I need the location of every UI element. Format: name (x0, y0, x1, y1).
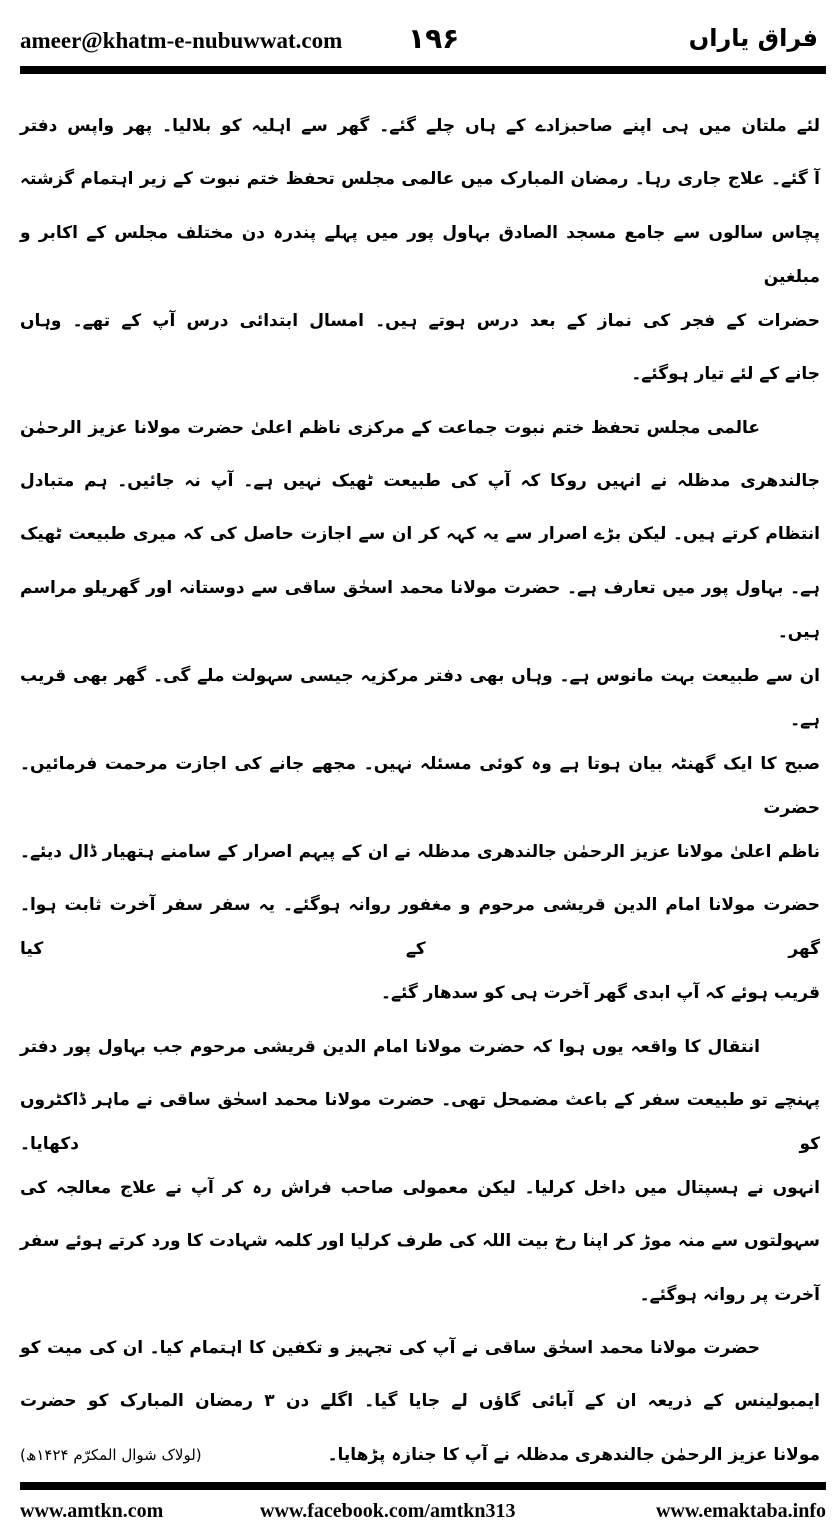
text-line: صبح کا ایک گھنٹہ بیان ہوتا ہے وہ کوئی مسئلہ نہیں۔ مجھے جانے کی اجازت مرحمت فرمائیں۔ حضرت (20, 753, 820, 818)
text-line: حضرت مولانا امام الدین قریشی مرحوم و مغفور روانہ ہوگئے۔ یہ سفر سفر آخرت ثابت ہوا۔ گھر کے کیا (20, 895, 820, 960)
final-line (20, 1433, 820, 1486)
paragraph-start-line: عالمی مجلس تحفظ ختم نبوت جماعت کے مرکزی ناظم اعلیٰ حضرت مولانا عزیز الرحمٰن (20, 417, 760, 438)
text-line: لئے ملتان میں ہی اپنے صاحبزادے کے ہاں چلے گئے۔ گھر سے اہلیہ کو بلالیا۔ پھر واپس دفتر (20, 116, 820, 136)
footer-link-amtkn[interactable]: www.amtkn.com (20, 1500, 164, 1522)
page-body (20, 104, 820, 1486)
text-line: جالندھری مدظلہ نے انہیں روکا کہ آپ کی طبیعت ٹھیک نہیں ہے۔ آپ نہ جائیں۔ ہم متبادل (20, 470, 820, 491)
text-line: ایمبولینس کے ذریعہ ان کے آبائی گاؤں لے جایا گیا۔ اگلے دن ۳ رمضان المبارک کو حضرت (20, 1391, 820, 1412)
text-line: مولانا عزیز الرحمٰن جالندھری مدظلہ نے آپ کا جنازہ پڑھایا۔ (327, 1444, 820, 1465)
paragraph-start-line: حضرت مولانا محمد اسحٰق ساقی نے آپ کی تجہیز و تکفین کا اہتمام کیا۔ ان کی میت کو (20, 1338, 760, 1359)
book-title: فراق یاراں (688, 24, 818, 52)
source-citation: (لولاک شوال المکرّم ۱۴۲۴ھ) (20, 1445, 202, 1464)
text-line: جانے کے لئے تیار ہوگئے۔ (631, 364, 820, 385)
text-line: انہوں نے ہسپتال میں داخل کرلیا۔ لیکن معمولی صاحب فراش رہ کر آپ نے علاج معالجہ کی (20, 1177, 820, 1198)
text-line: پچاس سالوں سے جامع مسجد الصادق بہاول پور میں پہلے پندرہ دن مختلف مجلس کے اکابر و مبلغین (20, 222, 820, 287)
text-line: حضرات کے فجر کی نماز کے بعد درس ہوتے ہیں۔ امسال ابتدائی درس آپ کے تھے۔ وہاں (20, 310, 820, 331)
text-line: انتظام کرتے ہیں۔ لیکن بڑے اصرار سے یہ کہہ کر ان سے اجازت حاصل کی کہ میری طبیعت ٹھیک (20, 524, 820, 545)
text-line: ہے۔ بہاول پور میں تعارف ہے۔ حضرت مولانا محمد اسحٰق ساقی سے دوستانہ اور گھریلو مراسم ہیں۔ (20, 577, 820, 642)
footer-link-facebook[interactable]: www.facebook.com/amtkn313 (260, 1500, 516, 1522)
page-number: ۱۹۶ (408, 22, 460, 55)
footer-rule (20, 1482, 826, 1490)
text-line: آ گئے۔ علاج جاری رہا۔ رمضان المبارک میں عالمی مجلس تحفظ ختم نبوت کے زیر اہتمام گزشتہ (20, 169, 820, 190)
paragraph-start-line: انتقال کا واقعہ یوں ہوا کہ حضرت مولانا امام الدین قریشی مرحوم جب بہاول پور دفتر (20, 1036, 760, 1057)
text-line: ان سے طبیعت بہت مانوس ہے۔ وہاں بھی دفتر مرکزیہ جیسی سہولت ملے گی۔ گھر بھی قریب ہے۔ (20, 665, 820, 730)
text-line: سہولتوں سے منہ موڑ کر اپنا رخ بیت اللہ کی طرف کرلیا اور کلمہ شہادت کا ورد کرتے ہوئے سفر (20, 1231, 820, 1252)
text-line: پہنچے تو طبیعت سفر کے باعث مضمحل تھی۔ حضرت مولانا محمد اسحٰق ساقی نے ماہر ڈاکٹروں کو دکھایا۔ (20, 1089, 820, 1154)
text-line: ناظم اعلیٰ مولانا عزیز الرحمٰن جالندھری مدظلہ نے ان کے پیہم اصرار کے سامنے ہتھیار ڈال دیئے۔ (20, 841, 820, 862)
text-line: آخرت پر روانہ ہوگئے۔ (639, 1284, 820, 1305)
header-rule (20, 66, 826, 74)
header-email: ameer@khatm-e-nubuwwat.com (20, 28, 343, 53)
footer-link-emaktaba[interactable]: www.emaktaba.info (655, 1500, 826, 1522)
text-line: قریب ہوئے کہ آپ ابدی گھر آخرت ہی کو سدھار گئے۔ (381, 983, 820, 1004)
